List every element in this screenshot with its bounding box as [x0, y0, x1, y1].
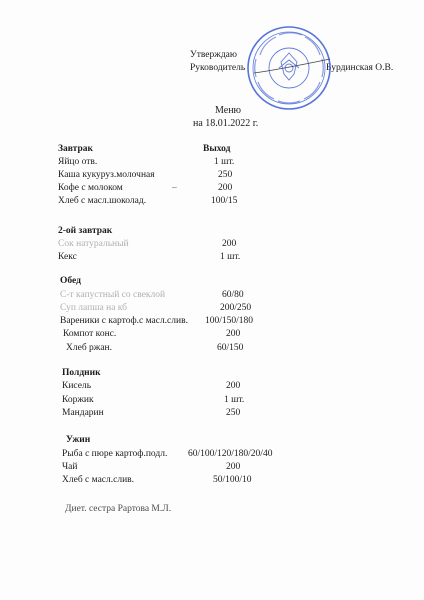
section-title-second-breakfast: 2-ой завтрак [58, 226, 113, 236]
lunch-item-name: Суп лапша на кб [60, 303, 128, 313]
breakfast-item-name: Кофе с молоком [58, 183, 123, 193]
output-column-header: Выход [203, 144, 231, 154]
approval-line-position: Руководитель [190, 63, 246, 73]
snack-item-name: Коржик [62, 395, 94, 405]
second-breakfast-item-output: 200 [222, 239, 237, 249]
breakfast-item-output: 200 [218, 183, 233, 193]
lunch-item-output: 60/80 [222, 290, 244, 300]
lunch-item-name: Хлеб ржан. [66, 343, 113, 353]
second-breakfast-item-output: 1 шт. [220, 252, 241, 262]
dinner-item-output: 60/100/120/180/20/40 [188, 449, 273, 459]
lunch-item-output: 200/250 [220, 303, 252, 313]
approval-signer-name: Бурдинская О.В. [326, 63, 394, 73]
dash-mark: – [172, 183, 177, 193]
snack-item-output: 1 шт. [224, 395, 245, 405]
lunch-item-name: С-т капустный со свеклой [60, 290, 166, 300]
lunch-item-name: Вареники с картоф.с масл.слив. [60, 316, 188, 326]
snack-item-name: Кисель [62, 381, 92, 391]
snack-item-output: 200 [226, 381, 241, 391]
official-seal-stamp [246, 25, 332, 111]
snack-item-output: 250 [226, 408, 241, 418]
lunch-item-output: 100/150/180 [205, 316, 254, 326]
dinner-item-output: 50/100/10 [213, 475, 252, 485]
dietitian-signature-line: Диет. сестра Рартова М.Л. [65, 504, 172, 514]
section-title-snack: Полдник [62, 368, 101, 378]
dinner-item-name: Рыба с пюре картоф.подл. [62, 449, 168, 459]
breakfast-item-name: Яйцо отв. [58, 157, 98, 167]
dinner-item-output: 200 [226, 462, 241, 472]
section-title-dinner: Ужин [66, 435, 91, 445]
breakfast-item-output: 1 шт. [214, 157, 235, 167]
breakfast-item-output: 100/15 [211, 196, 238, 206]
second-breakfast-item-name: Кекс [58, 252, 77, 262]
section-title-breakfast: Завтрак [58, 144, 93, 154]
breakfast-item-name: Каша кукуруз.молочная [58, 170, 155, 180]
lunch-item-output: 200 [226, 329, 241, 339]
approval-line-approve: Утверждаю [190, 50, 237, 60]
lunch-item-name: Компот конс. [63, 329, 117, 339]
lunch-item-output: 60/150 [217, 343, 244, 353]
menu-date: на 18.01.2022 г. [193, 118, 259, 129]
breakfast-item-name: Хлеб с масл.шоколад. [58, 196, 147, 206]
snack-item-name: Мандарин [62, 408, 104, 418]
menu-title: Меню [215, 105, 242, 116]
dinner-item-name: Чай [62, 462, 78, 472]
breakfast-item-output: 250 [218, 170, 233, 180]
second-breakfast-item-name: Сок натуральный [58, 239, 129, 249]
dinner-item-name: Хлеб с масл.слив. [62, 475, 135, 485]
section-title-lunch: Обед [60, 276, 81, 286]
